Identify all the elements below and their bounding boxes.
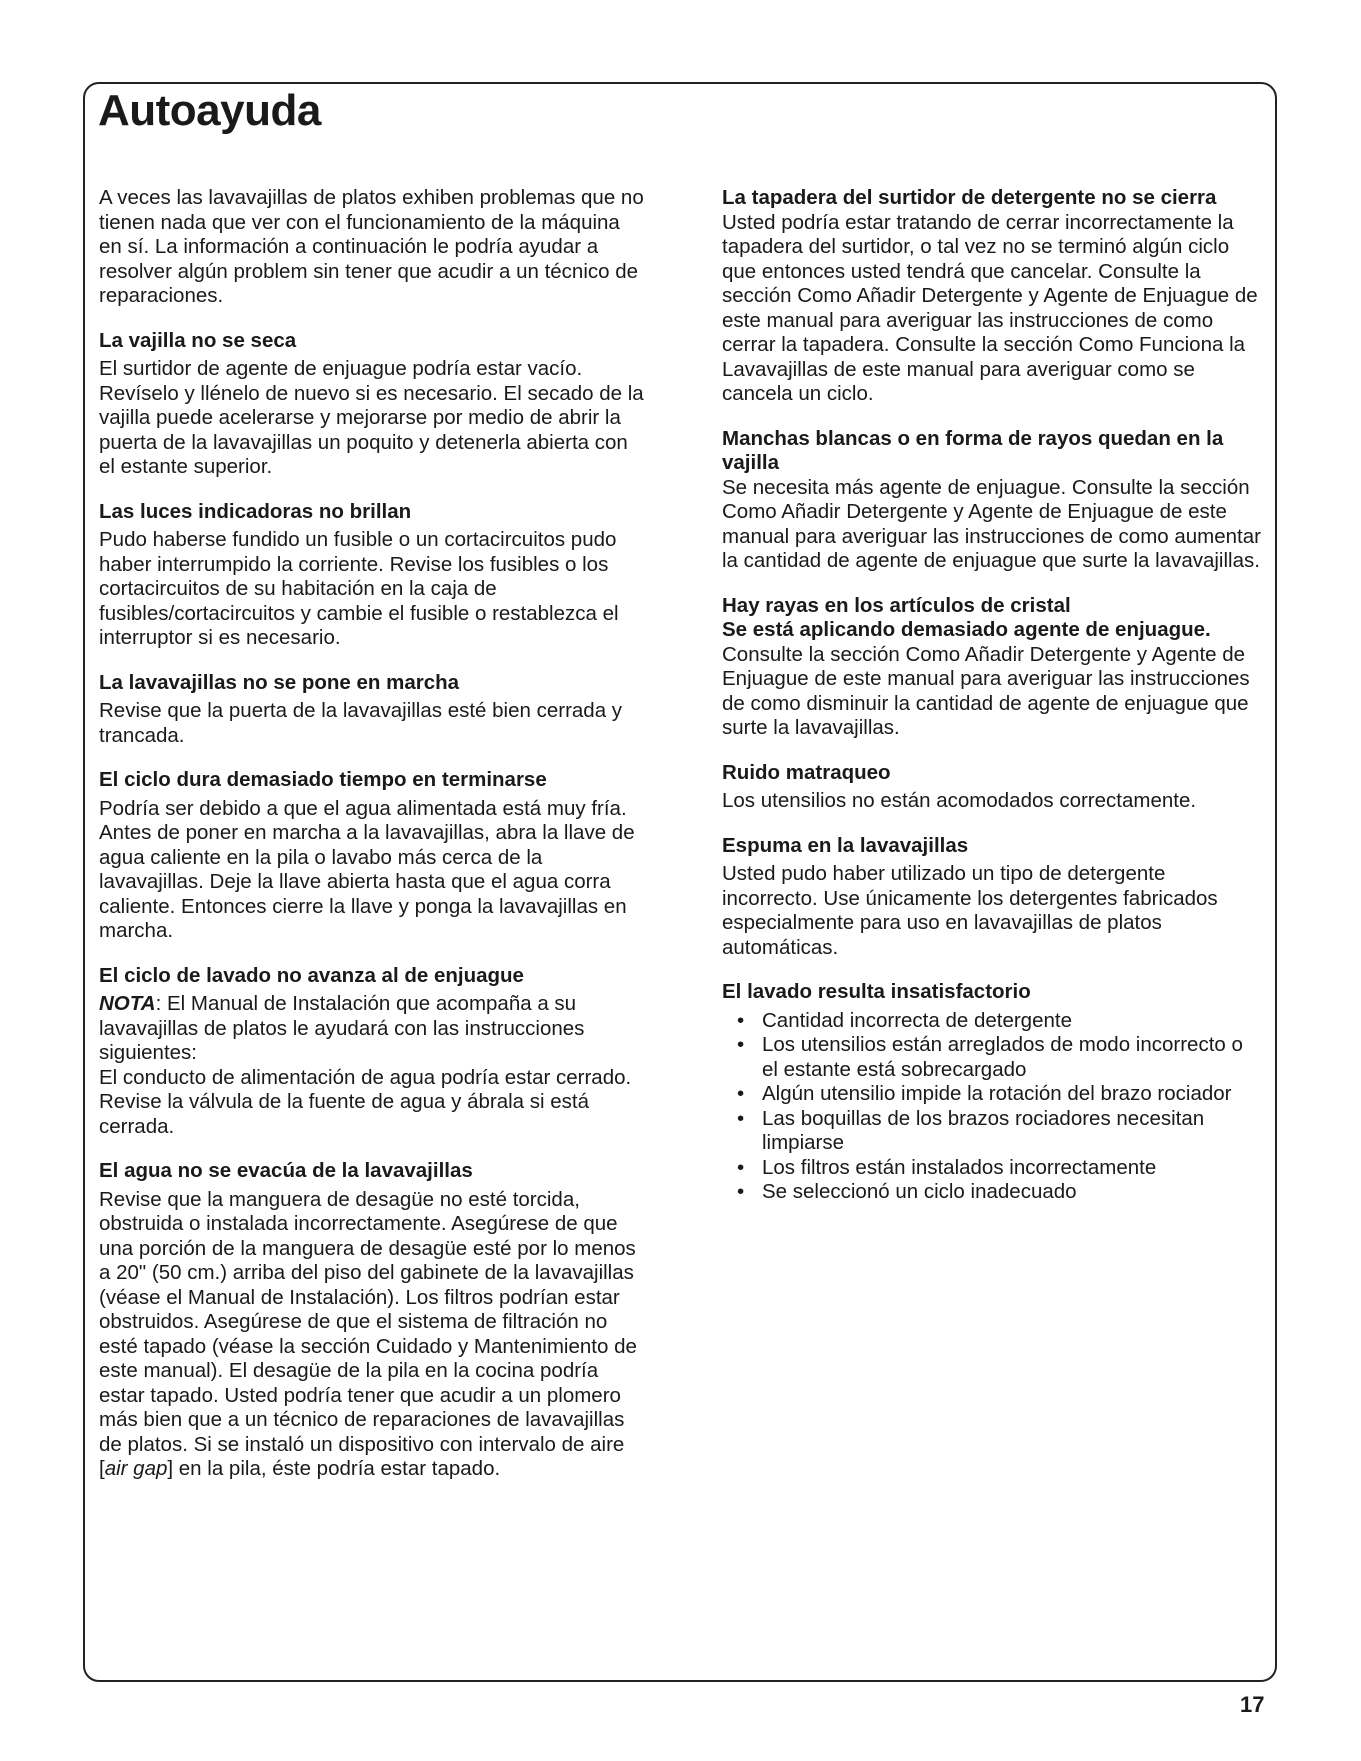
- right-column: [722, 186, 1262, 1225]
- section-long-cycle: [99, 768, 644, 944]
- section-lights-off: [99, 500, 644, 651]
- section-heading: El lavado resulta insatisfactorio: [722, 980, 1031, 1003]
- section-body: Podría ser debido a que el agua alimentada está muy fría. Antes de poner en marcha a la lavavajillas, abra la llave de agua caliente en la pila o lavabo más cerca de la lavavajillas. Deje la llave abierta hasta que el agua corra caliente. Entonces cierre la llave y ponga la lavavajillas en marcha.: [99, 796, 635, 942]
- air-gap-term: air gap: [104, 1457, 168, 1480]
- note-paragraph: [99, 992, 644, 1066]
- note-text: : El Manual de Instalación que acompaña a su lavavajillas de platos le ayudará con las instrucciones siguientes:: [99, 992, 585, 1064]
- section-subheading: Se está aplicando demasiado agente de enjuague.: [722, 618, 1211, 641]
- section-body: El conducto de alimentación de agua podría estar cerrado. Revise la válvula de la fuente de agua y ábrala si está cerrada.: [99, 1065, 632, 1138]
- section-white-spots: [722, 427, 1262, 574]
- list-item: • Se seleccionó un ciclo inadecuado: [762, 1180, 1262, 1205]
- section-wash-cycle: [99, 964, 644, 1140]
- section-dispenser-lid: [722, 186, 1262, 407]
- list-item: • Los filtros están instalados incorrectamente: [762, 1156, 1262, 1181]
- section-heading: El ciclo de lavado no avanza al de enjuague: [99, 963, 524, 987]
- section-body: Usted pudo haber utilizado un tipo de detergente incorrecto. Use únicamente los detergentes fabricados especialmente para uso en lavavajillas de platos automáticas.: [722, 862, 1218, 959]
- section-heading: Manchas blancas o en forma de rayos quedan en la vajilla: [722, 426, 1224, 474]
- section-body: Los utensilios no están acomodados correctamente.: [722, 789, 1197, 812]
- section-heading: Espuma en la lavavajillas: [722, 833, 969, 857]
- cause-list: [722, 1009, 1262, 1205]
- section-heading: Ruido matraqueo: [722, 760, 891, 784]
- section-not-starting: [99, 671, 644, 749]
- section-heading: La tapadera del surtidor de detergente no se cierra: [722, 186, 1217, 209]
- section-heading: La lavavajillas no se pone en marcha: [99, 670, 460, 694]
- note-label: NOTA: [99, 992, 156, 1015]
- section-body: El surtidor de agente de enjuague podría estar vacío. Revíselo y llénelo de nuevo si es necesario. El secado de la vajilla puede acelerarse y mejorarse por medio de abrir la puerta de la lavavajillas un poquito y detenerla abierta con el estante superior.: [99, 357, 644, 478]
- list-item: • Cantidad incorrecta de detergente: [762, 1009, 1262, 1034]
- left-column: [99, 186, 644, 1502]
- intro-section: [99, 186, 644, 309]
- intro-text: A veces las lavavajillas de platos exhiben problemas que no tienen nada que ver con el funcionamiento de la máquina en sí. La información a continuación le podría ayudar a resolver algún problem sin tener que acudir a un técnico de reparaciones.: [99, 186, 644, 307]
- section-heading: El agua no se evacúa de la lavavajillas: [99, 1159, 473, 1182]
- section-dishes-not-dry: [99, 329, 644, 480]
- list-item: • Algún utensilio impide la rotación del brazo rociador: [762, 1082, 1262, 1107]
- section-no-drain: [99, 1159, 644, 1482]
- page-title: Autoayuda: [98, 86, 321, 135]
- section-body: Revise que la puerta de la lavavajillas esté bien cerrada y trancada.: [99, 699, 623, 747]
- drain-body-end: ] en la pila, éste podría estar tapado.: [167, 1457, 501, 1480]
- section-heading: La vajilla no se seca: [99, 328, 297, 352]
- section-glass-streaks: [722, 594, 1262, 741]
- section-body: Consulte la sección Como Añadir Detergente y Agente de Enjuague de este manual para averiguar las instrucciones de como disminuir la cantidad de agente de enjuague que surte la lavavajillas.: [722, 642, 1250, 739]
- section-body: Usted podría estar tratando de cerrar incorrectamente la tapadera del surtidor, o tal vez no se terminó algún ciclo que entonces usted tendrá que cancelar. Consulte la sección Como Añadir Detergente y Agente de Enjuague de este manual para averiguar las instrucciones de como cerrar la tapadera. Consulte la sección Como Funciona la Lavavajillas de este manual para averiguar como se cancela un ciclo.: [722, 210, 1258, 405]
- section-heading: El ciclo dura demasiado tiempo en terminarse: [99, 768, 547, 791]
- section-body: Se necesita más agente de enjuague. Consulte la sección Como Añadir Detergente y Agente de Enjuague de este manual para averiguar las instrucciones de como aumentar la cantidad de agente de enjuague que surte la lavavajillas.: [722, 475, 1261, 572]
- page-number: 17: [1240, 1692, 1265, 1717]
- list-item: • Los utensilios están arreglados de modo incorrecto o el estante está sobrecargado: [762, 1033, 1262, 1082]
- section-rattle: [722, 761, 1262, 814]
- section-heading: Hay rayas en los artículos de cristal: [722, 593, 1071, 617]
- section-body: [99, 1188, 644, 1482]
- drain-body: Revise que la manguera de desagüe no esté torcida, obstruida o instalada incorrectamente. Asegúrese de que una porción de la manguera de desagüe esté por lo menos a 20" (50 cm.) arriba del piso del gabinete de la lavavajillas (véase el Manual de Instalación). Los filtros podrían estar obstruidos. Asegúrese de que el sistema de filtración no esté tapado (véase la sección Cuidado y Mantenimiento de este manual). El desagüe de la pila en la cocina podría estar tapado. Usted podría tener que acudir a un plomero más bien que a un técnico de reparaciones de lavavajillas de platos. Si se instaló un dispositivo con intervalo de aire [: [99, 1187, 637, 1480]
- section-foam: [722, 834, 1262, 961]
- list-item: • Las boquillas de los brazos rociadores necesitan limpiarse: [762, 1107, 1262, 1156]
- section-body: Pudo haberse fundido un fusible o un cortacircuitos pudo haber interrumpido la corriente. Revise los fusibles o los cortacircuitos de su habitación en la caja de fusibles/cortacircuitos y cambie el fusible o restablezca el interruptor si es necesario.: [99, 528, 619, 649]
- section-unsatisfactory: [722, 980, 1262, 1205]
- section-heading: Las luces indicadoras no brillan: [99, 499, 412, 523]
